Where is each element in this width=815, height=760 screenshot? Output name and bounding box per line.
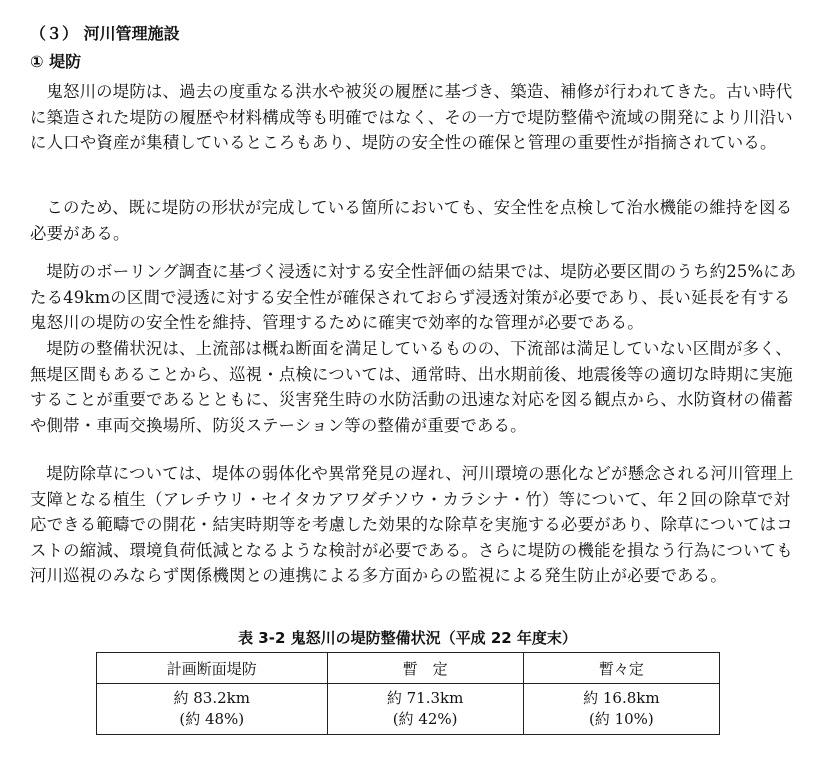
- cell-provisional: [327, 684, 523, 735]
- paragraph-embankment-history: 鬼怒川の堤防は、過去の度重なる洪水や被災の履歴に基づき、築造、補修が行われてきた。古い時代に築造された堤防の履歴や材料構成等も明確ではなく、その一方で堤防整備や流域の開発により川沿いに人口や資産が集積しているところもあり、堤防の安全性の確保と管理の重要性が指摘されている。: [30, 82, 793, 152]
- subsection-title: ① 堤防: [30, 52, 82, 71]
- length-value: 約 71.3km: [386, 689, 464, 707]
- length-value: 約 83.2km: [173, 689, 250, 707]
- table-header-row: [97, 653, 720, 684]
- cell-planned-section: [97, 684, 328, 735]
- header-planned-section: 計画断面堤防: [97, 653, 328, 684]
- header-semi-provisional: 暫々定: [523, 653, 719, 684]
- paragraph-weeding: 堤防除草については、堤体の弱体化や異常発見の遅れ、河川環境の悪化などが懸念される河川管理上支障となる植生（アレチウリ・セイタカアワダチソウ・カラシナ・竹）等について、年２回の除草で対応できる範疇での開花・結実時期等を考慮した効果的な除草を実施する必要があり、除草についてはコストの縮減、環境負荷低減となるような検討が必要である。さらに堤防の機能を損なう行為についても河川巡視のみならず関係機関との連携による多方面からの監視による発生防止が必要である。: [30, 464, 794, 585]
- table-row: [97, 684, 720, 735]
- percentage-value: (約 42%): [392, 710, 458, 728]
- percentage-value: (約 10%): [588, 710, 654, 728]
- header-provisional: 暫 定: [327, 653, 523, 684]
- embankment-status-table: [96, 652, 720, 735]
- cell-semi-provisional: [523, 684, 719, 735]
- paragraph-maintenance-status: 堤防の整備状況は、上流部は概ね断面を満足しているものの、下流部は満足していない区間が多く、無堤区間もあることから、巡視・点検については、通常時、出水期前後、地震後等の適切な時期に実施することが重要であるとともに、災害発生時の水防活動の迅速な対応を図る観点から、水防資材の備蓄や側帯・車両交換場所、防災ステーション等の整備が重要である。: [30, 339, 794, 435]
- percentage-value: (約 48%): [179, 710, 245, 728]
- paragraph-maintenance-need: このため、既に堤防の形状が完成している箇所においても、安全性を点検して治水機能の維持を図る必要がある。: [30, 198, 793, 243]
- length-value: 約 16.8km: [583, 689, 660, 707]
- table-caption: 表 3-2 鬼怒川の堤防整備状況（平成 22 年度末）: [238, 629, 577, 647]
- paragraph-seepage-safety: 堤防のボーリング調査に基づく浸透に対する安全性評価の結果では、堤防必要区間のうち約25%にあたる49kmの区間で浸透に対する安全性が確保されておらず浸透対策が必要であり、長い延長を有する鬼怒川の堤防の安全性を維持、管理するために確実で効率的な管理が必要である。: [30, 262, 797, 332]
- section-title: （３） 河川管理施設: [30, 24, 180, 43]
